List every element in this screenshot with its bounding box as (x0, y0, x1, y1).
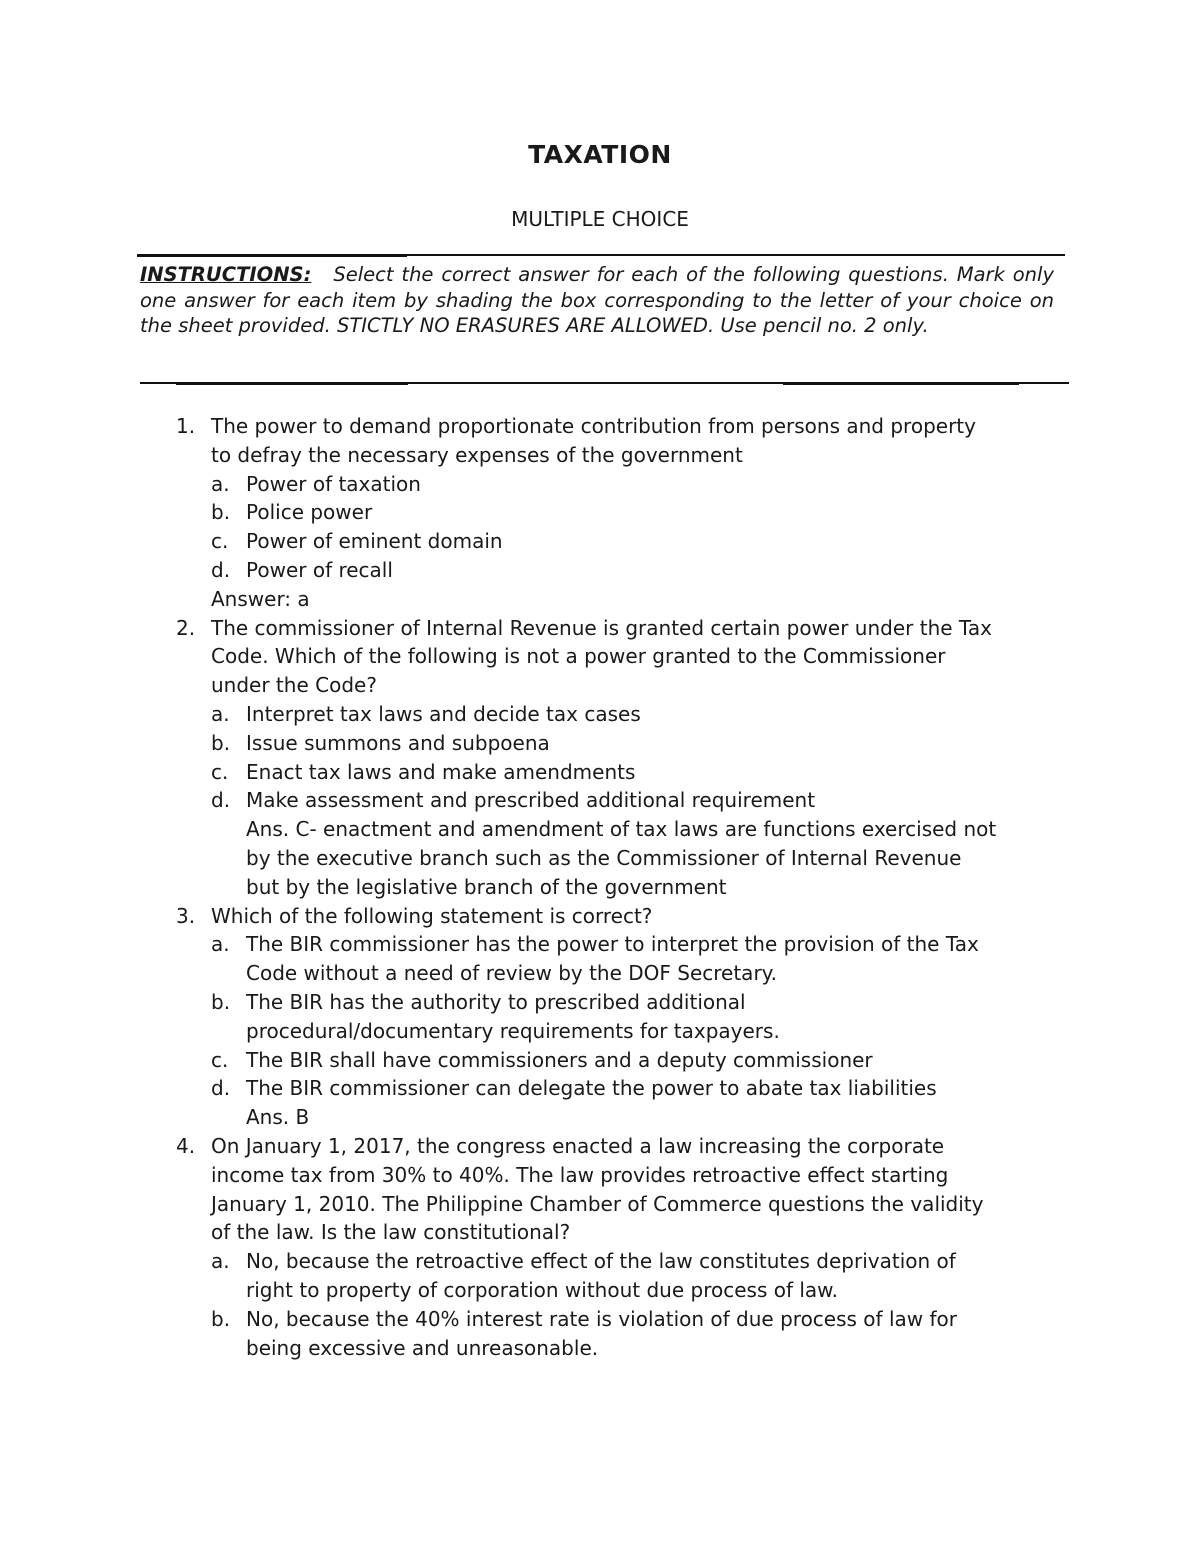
answer-line: Answer: a (211, 586, 310, 611)
choice-letter: d. (211, 788, 231, 813)
bottom-rule-thick-right (783, 382, 1019, 385)
choice-letter: a. (211, 932, 230, 957)
question-stem-line: Which of the following statement is correct? (211, 903, 653, 928)
choice-letter: d. (211, 1076, 231, 1101)
choice-text-line: being excessive and unreasonable. (246, 1335, 599, 1360)
question-stem-line: under the Code? (211, 673, 377, 698)
top-rule-thick (137, 254, 407, 257)
question-number: 3. (176, 903, 196, 928)
choice-text-line: Make assessment and prescribed additional requirement (246, 788, 816, 813)
answer-line: but by the legislative branch of the government (246, 874, 727, 899)
choice-letter: d. (211, 558, 231, 582)
page-title: TAXATION (528, 140, 672, 169)
choice-letter: c. (211, 529, 229, 554)
answer-line: by the executive branch such as the Commissioner of Internal Revenue (246, 846, 962, 870)
choice-text-line: The BIR commissioner has the power to interpret the provision of the Tax (246, 932, 979, 957)
choice-text-line: Interpret tax laws and decide tax cases (246, 702, 641, 726)
choice-text-line: Power of recall (246, 558, 393, 582)
answer-line: Ans. C- enactment and amendment of tax laws are functions exercised not (246, 817, 997, 842)
choice-text-line: Issue summons and subpoena (246, 730, 550, 755)
choice-letter: a. (211, 1249, 230, 1274)
choice-letter: b. (211, 1306, 231, 1331)
choice-text-line: The BIR commissioner can delegate the power to abate tax liabilities (246, 1076, 937, 1101)
question-stem-line: Code. Which of the following is not a power granted to the Commissioner (211, 644, 946, 669)
choice-text-line: Enact tax laws and make amendments (246, 759, 636, 784)
question-stem-line: income tax from 30% to 40%. The law provides retroactive effect starting (211, 1162, 949, 1187)
choice-letter: c. (211, 1047, 229, 1072)
question-stem-line: January 1, 2010. The Philippine Chamber of Commerce questions the validity (211, 1191, 984, 1216)
choice-text-line: Police power (246, 500, 373, 525)
question-stem-line: The commissioner of Internal Revenue is granted certain power under the Tax (211, 615, 992, 640)
question-number: 4. (176, 1134, 196, 1158)
instructions-block (140, 262, 1054, 339)
choice-letter: a. (211, 702, 230, 726)
choice-text-line: The BIR shall have commissioners and a deputy commissioner (246, 1047, 873, 1072)
question-stem-line: On January 1, 2017, the congress enacted a law increasing the corporate (211, 1134, 945, 1158)
choice-text-line: Code without a need of review by the DOF Secretary. (246, 961, 778, 986)
bottom-rule-thick-left (176, 382, 408, 385)
choice-text-line: The BIR has the authority to prescribed additional (246, 990, 746, 1014)
choice-letter: b. (211, 990, 231, 1014)
choice-text-line: right to property of corporation without due process of law. (246, 1278, 839, 1302)
choice-letter: c. (211, 759, 229, 784)
choice-letter: b. (211, 500, 231, 525)
question-number: 2. (176, 615, 196, 640)
instructions-label: INSTRUCTIONS: (140, 263, 312, 286)
question-stem-line: of the law. Is the law constitutional? (211, 1220, 571, 1245)
answer-line: Ans. B (246, 1105, 310, 1130)
question-number: 1. (176, 414, 196, 438)
choice-text-line: No, because the retroactive effect of the law constitutes deprivation of (246, 1249, 956, 1274)
choice-letter: a. (211, 471, 230, 496)
page-subtitle: MULTIPLE CHOICE (511, 207, 689, 231)
choice-text-line: Power of eminent domain (246, 529, 503, 554)
question-stem-line: The power to demand proportionate contribution from persons and property (211, 414, 976, 438)
choice-text-line: procedural/documentary requirements for taxpayers. (246, 1018, 780, 1043)
choice-text-line: No, because the 40% interest rate is violation of due process of law for (246, 1306, 957, 1331)
instructions-text: Select the correct answer for each of the following questions. Mark only one answer for each item by shading the box corresponding to the letter of your choice on the sheet provided. STICTLY NO ERASURES ARE ALLOWED. Use pencil no. 2 only. (140, 263, 1054, 337)
choice-letter: b. (211, 730, 231, 755)
choice-text-line: Power of taxation (246, 471, 421, 496)
question-stem-line: to defray the necessary expenses of the government (211, 442, 743, 467)
